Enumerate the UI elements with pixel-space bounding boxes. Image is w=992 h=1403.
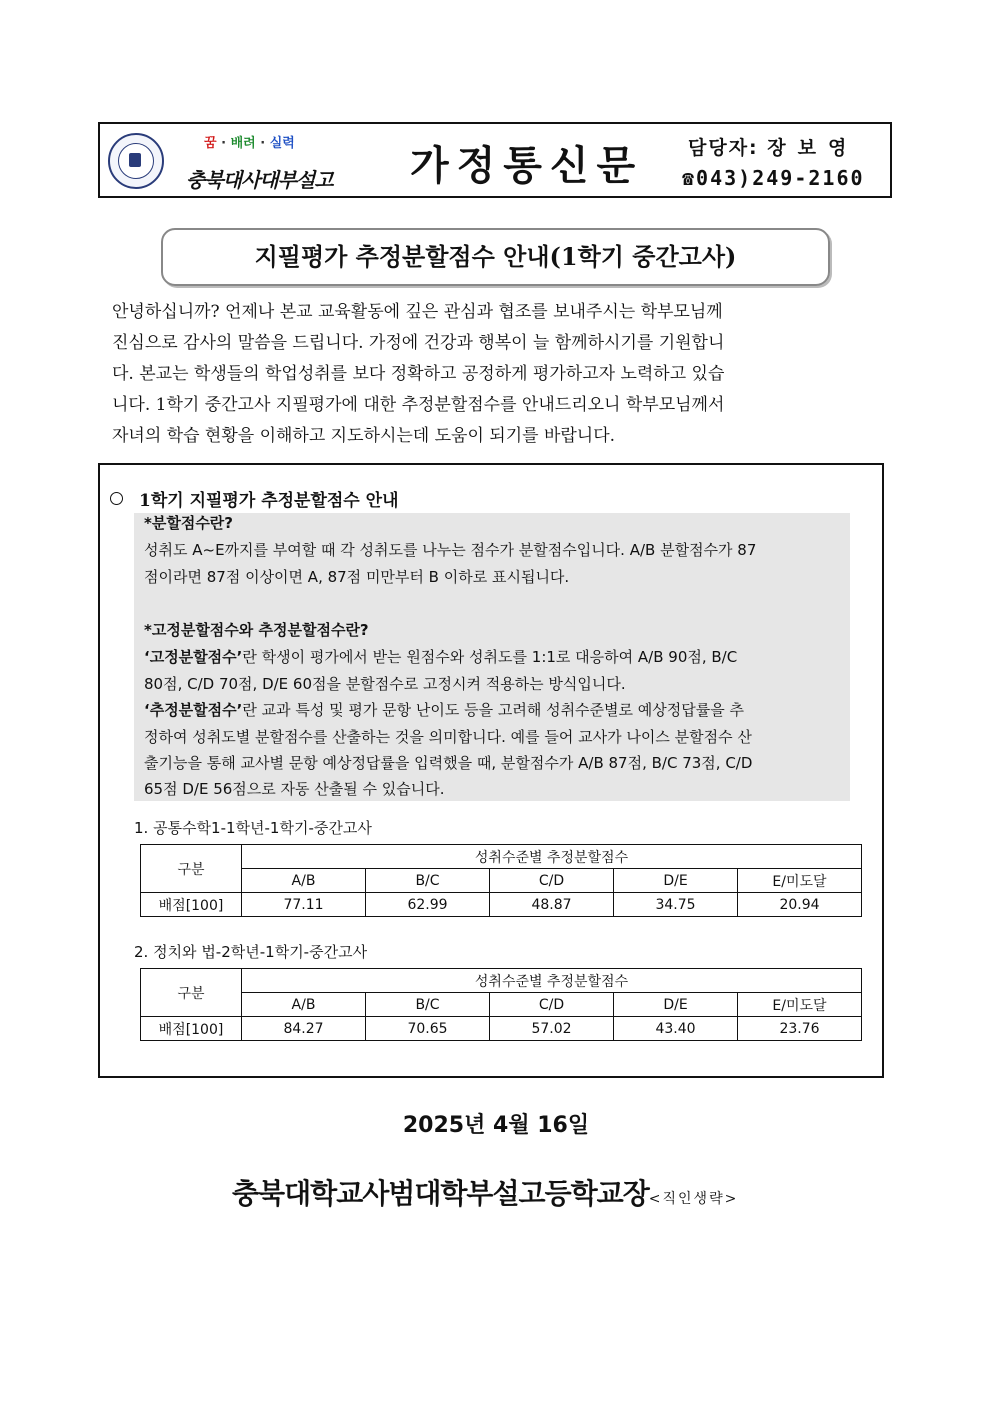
est-line: 정하여 성취도별 분할점수를 산출하는 것을 의미합니다. 예를 들어 교사가 나이스 분할점수 산 [144,728,752,746]
q1-line: 점이라면 87점 이상이면 A, 87점 미만부터 B 이하로 표시됩니다. [144,568,570,586]
issue-date: 2025년 4월 16일 [402,1113,590,1138]
fixed-line: 80점, C/D 70점, D/E 60점을 분할점수로 고정시켜 적용하는 방식입니다. [144,675,626,693]
column-header-cell: A/B [242,993,366,1017]
column-header-cell: D/E [614,869,738,893]
group-header-cell: 성취수준별 추정분할점수 [242,845,862,869]
row-header-cell: 구분 [141,969,242,1017]
score-cell: 84.27 [242,1017,366,1041]
school-seal-icon [108,133,164,189]
est-line: 65점 D/E 56점으로 자동 산출될 수 있습니다. [144,780,445,798]
manager-info: 담당자: 장보영 [688,137,859,159]
column-header-cell: D/E [614,993,738,1017]
section-heading: 1학기 지필평가 추정분할점수 안내 [110,486,399,511]
row-label-cell: 배점[100] [141,1017,242,1041]
score-table-1 [140,844,862,917]
column-header-cell: E/미도달 [738,869,862,893]
content-box [98,463,884,1078]
column-header-cell: C/D [490,993,614,1017]
principal-signature: 충북대학교사범대학부설고등학교장<직인생략> [232,1177,739,1210]
row-header-cell: 구분 [141,845,242,893]
intro-line: 진심으로 감사의 말씀을 드립니다. 가정에 건강과 행복이 늘 함께하시기를 기원합니 [112,333,725,353]
column-header-cell: C/D [490,869,614,893]
intro-paragraph [112,297,896,452]
score-cell: 70.65 [366,1017,490,1041]
q1-line: 성취도 A~E까지를 부여할 때 각 성취도를 나누는 점수가 분할점수입니다. A/B 분할점수가 87 [144,541,757,559]
score-cell: 20.94 [738,893,862,917]
document-type-title: 가정통신문 [410,143,644,189]
score-cell: 34.75 [614,893,738,917]
intro-line: 다. 본교는 학생들의 학업성취를 보다 정확하고 공정하게 평가하고자 노력하고 있습 [112,364,725,384]
score-cell: 23.76 [738,1017,862,1041]
score-cell: 77.11 [242,893,366,917]
school-motto: 꿈 · 배려 · 실력 [204,136,295,151]
column-header-cell: B/C [366,993,490,1017]
column-header-cell: B/C [366,869,490,893]
intro-line: 자녀의 학습 현황을 이해하고 지도하시는데 도움이 되기를 바랍니다. [112,426,616,446]
score-cell: 48.87 [490,893,614,917]
table-title: 2. 정치와 법-2학년-1학기-중간고사 [134,943,368,961]
intro-line: 니다. 1학기 중간고사 지필평가에 대한 추정분할점수를 안내드리오니 학부모님께서 [112,395,725,415]
est-line: 출기능을 통해 교사별 문항 예상정답률을 입력했을 때, 분할점수가 A/B 87점, B/C 73점, C/D [144,754,753,772]
seal-note: <직인생략> [648,1191,739,1207]
fixed-line: ‘고정분할점수’란 학생이 평가에서 받는 원점수와 성취도를 1:1로 대응하여 A/B 90점, B/C [144,648,738,666]
circle-bullet-icon [110,492,123,505]
score-cell: 62.99 [366,893,490,917]
q2-title: *고정분할점수와 추정분할점수란? [144,621,369,639]
score-cell: 43.40 [614,1017,738,1041]
group-header-cell: 성취수준별 추정분할점수 [242,969,862,993]
intro-line: 안녕하십니까? 언제나 본교 교육활동에 깊은 관심과 협조를 보내주시는 학부모님께 [112,302,723,322]
table-title: 1. 공통수학1-1학년-1학기-중간고사 [134,819,372,837]
row-label-cell: 배점[100] [141,893,242,917]
letterhead [98,122,892,198]
column-header-cell: E/미도달 [738,993,862,1017]
explanation-box [134,513,850,801]
score-table-2 [140,968,862,1041]
est-line: ‘추정분할점수’란 교과 특성 및 평가 문항 난이도 등을 고려해 성취수준별로 예상정답률을 추 [144,701,744,719]
notice-title: 지필평가 추정분할점수 안내(1학기 중간고사) [161,228,830,286]
column-header-cell: A/B [242,869,366,893]
school-name-logo: 충북대사대부설고 [186,168,333,192]
q1-title: *분할점수란? [144,514,233,532]
score-cell: 57.02 [490,1017,614,1041]
phone-number: ☎043)249-2160 [682,166,865,190]
